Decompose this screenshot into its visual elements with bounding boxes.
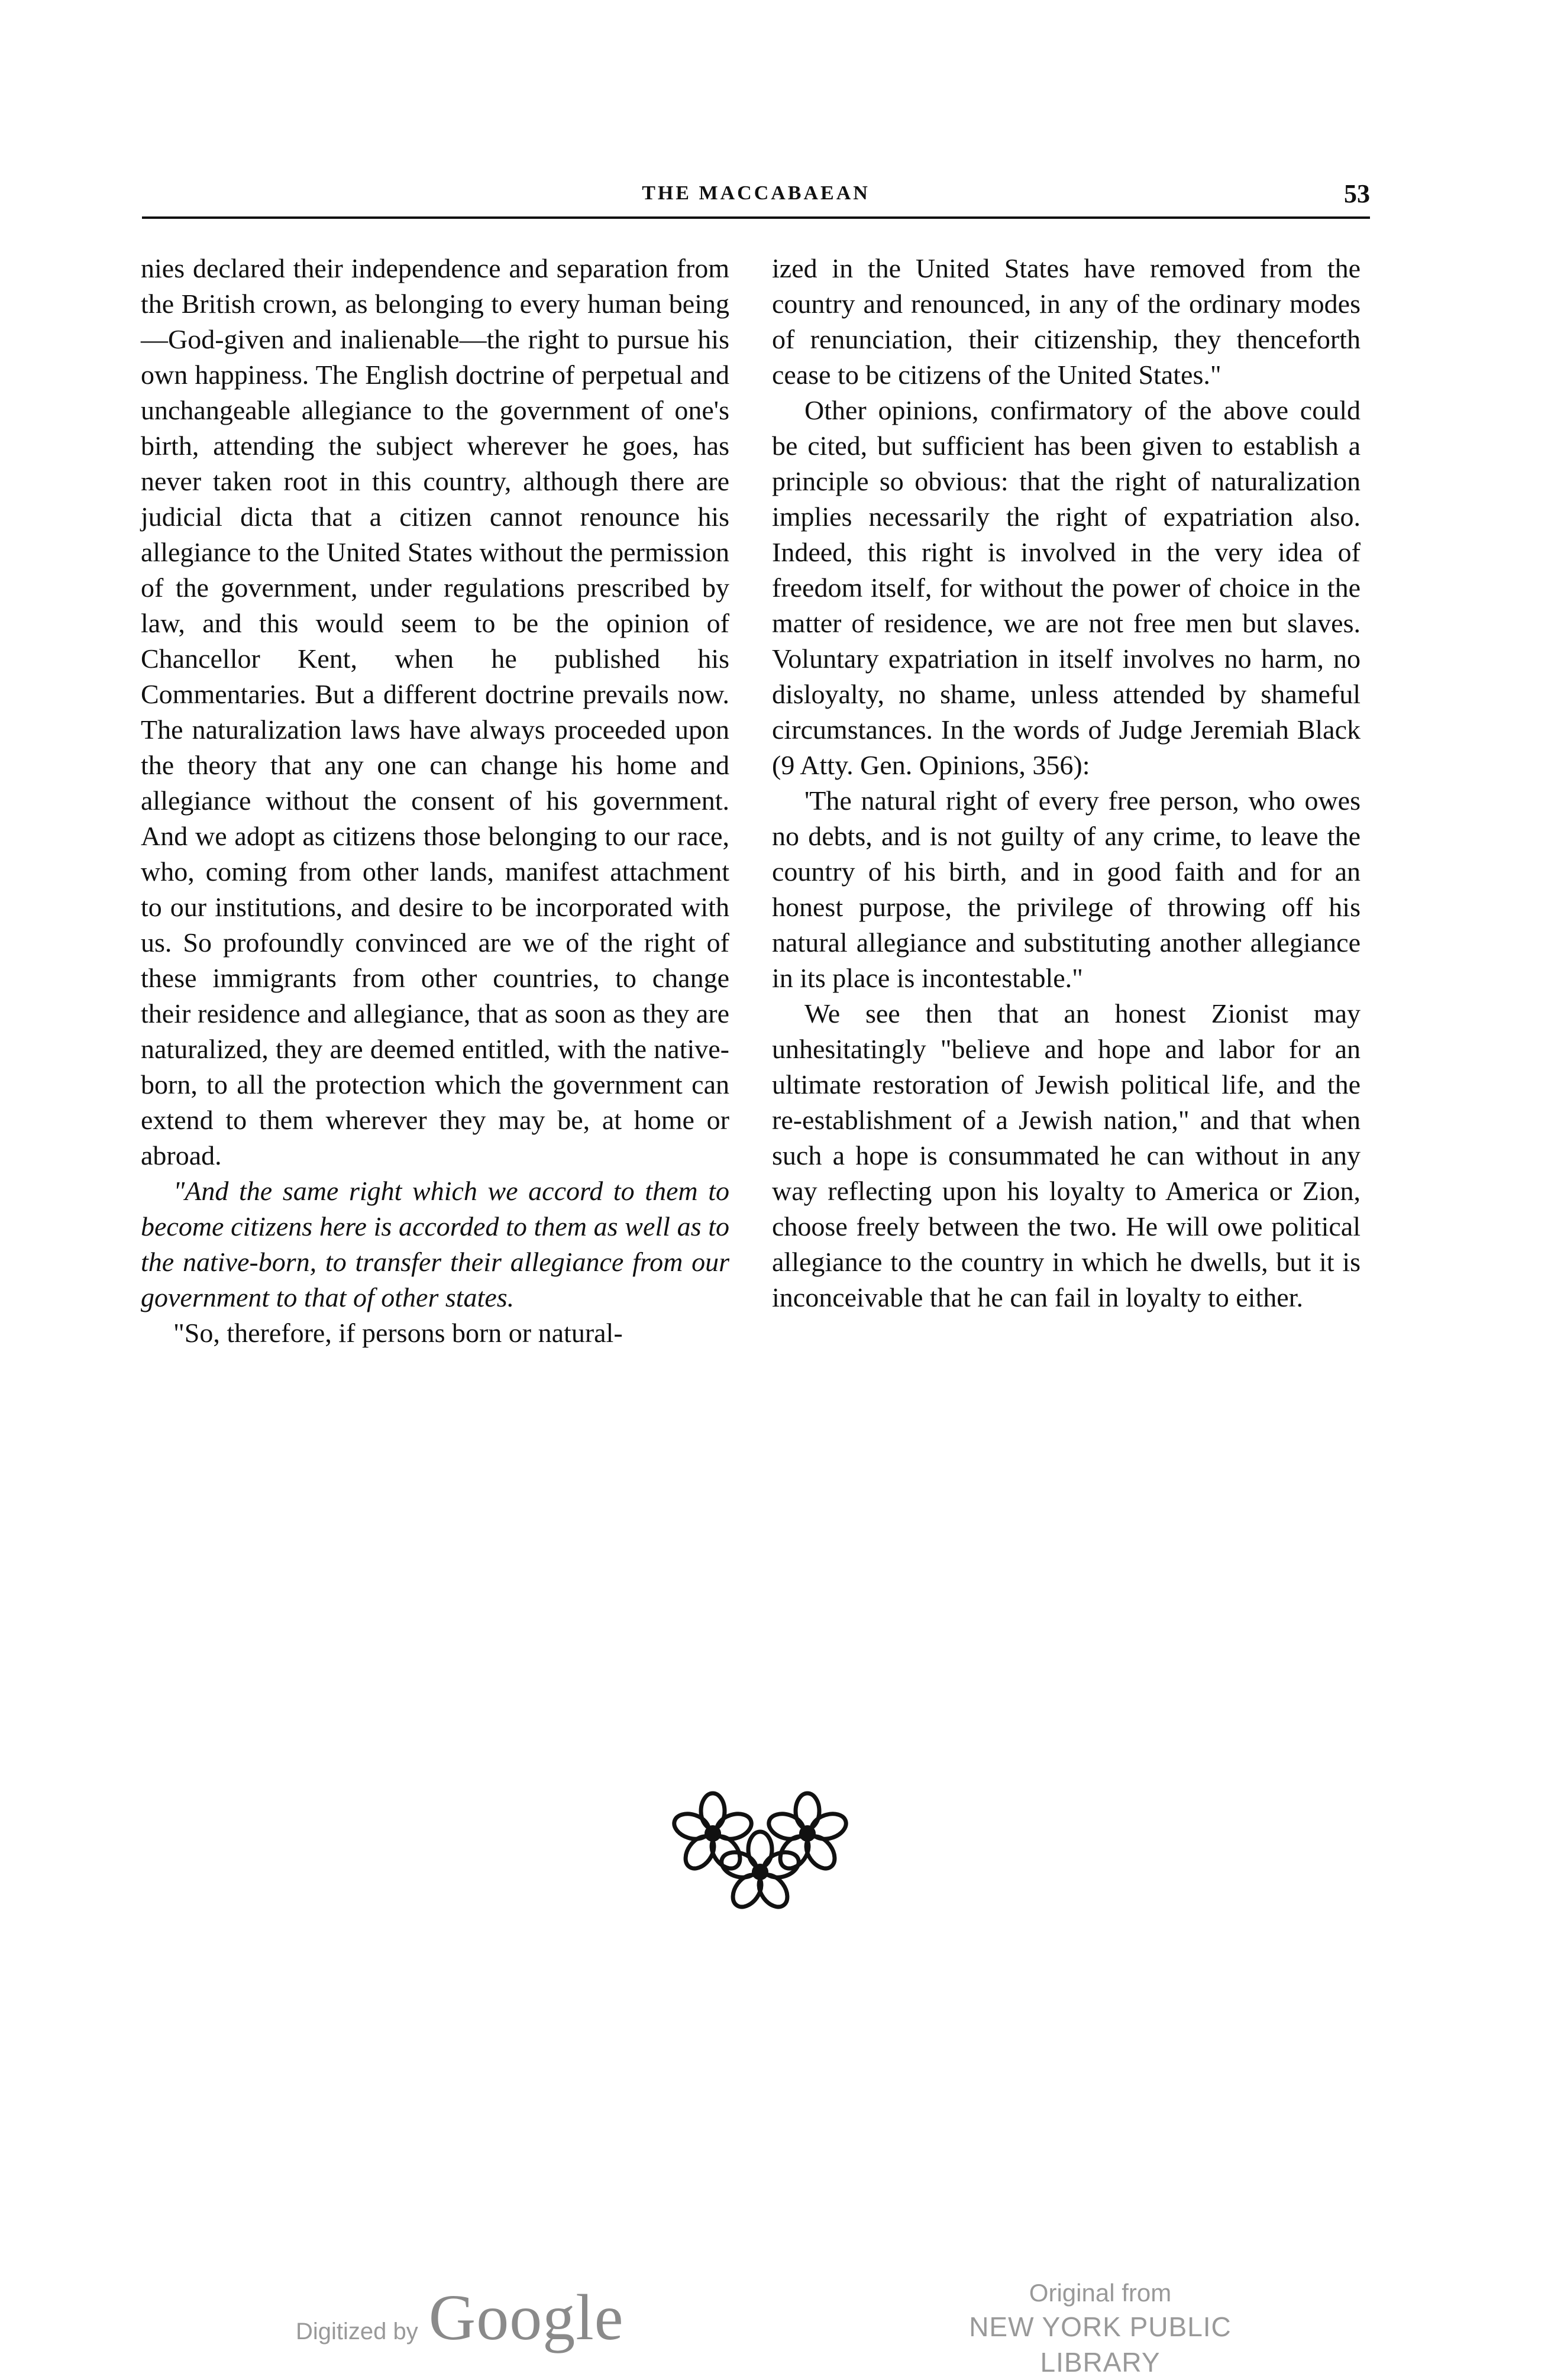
italic-quote-paragraph: "And the same right which we accord to them to become citizens here is accorded to them as well as to the native-born, to transfer their allegiance from our government to that of other states. (141, 1176, 729, 1312)
original-from-label: Original from (1029, 2279, 1172, 2307)
paragraph: "So, therefore, if persons born or natural- (173, 1318, 623, 1348)
paragraph: We see then that an honest Zionist may unhesitatingly "believe and hope and labor for an ultimate restoration of Jewish political life, and the re-establishment of a Jewish nation," and that when such a hope is consummated he can without in any way reflecting upon his loyalty to America or Zion, choose freely between the two. He will owe political allegiance to the country in which he dwells, but it is inconceivable that he can fail in loyalty to either. (772, 998, 1361, 1312)
digitization-credit (296, 2280, 624, 2353)
flower-ornament-icon (663, 1780, 858, 1922)
left-column (141, 251, 729, 1351)
right-column (772, 251, 1361, 1315)
paragraph: nies declared their independence and separation from the British crown, as belonging to every human being—God-given and inalienable—the right to pursue his own happiness. The English doctrine of perpetual and unchangeable allegiance to the government of one's birth, attending the subject wherever he goes, has never taken root in this country, although there are judicial dicta that a citizen cannot renounce his allegiance to the United States without the permission of the government, under regulations prescribed by law, and this would seem to be the opinion of Chancellor Kent, when he published his Commentaries. But a different doctrine prevails now. The naturalization laws have always proceeded upon the theory that any one can change his home and allegiance without the consent of his government. And we adopt as citizens those belonging to our race, who, coming from other lands, manifest attachment to our institutions, and desire to be incorporated with us. So profoundly convinced are we of the right of these immigrants from other countries, to change their residence and allegiance, that as soon as they are naturalized, they are deemed entitled, with the native-born, to all the protection which the government can extend to them wherever they may be, at home or abroad. (141, 253, 729, 1170)
header-rule (142, 216, 1370, 219)
paragraph: ized in the United States have removed from the country and renounced, in any of the ordinary modes of renunciation, their citizenship, they thenceforth cease to be citizens of the United States." (772, 253, 1361, 390)
google-logo: Google (428, 2281, 624, 2353)
quote-paragraph: 'The natural right of every free person, who owes no debts, and is not guilty of any crime, to leave the country of his birth, and in good faith and for an honest purpose, the privilege of throwing off his natural allegiance and substituting another allegiance in its place is incontestable." (772, 785, 1361, 993)
paragraph: Other opinions, confirmatory of the above could be cited, but sufficient has been given to establish a principle so obvious: that the right of naturalization implies necessarily the right of expatriation also. Indeed, this right is involved in the very idea of freedom itself, for without the power of choice in the matter of residence, we are not free men but slaves. Voluntary expatriation in itself involves no harm, no disloyalty, no shame, unless attended by shameful circumstances. In the words of Judge Jeremiah Black (9 Atty. Gen. Opinions, 356): (772, 395, 1361, 780)
page-header (142, 179, 1370, 218)
library-name: NEW YORK PUBLIC LIBRARY (969, 2311, 1232, 2378)
page-number: 53 (1344, 179, 1370, 208)
source-credit (911, 2277, 1290, 2380)
running-head: THE MACCABAEAN (642, 182, 870, 204)
digitized-by-label: Digitized by (296, 2318, 418, 2345)
